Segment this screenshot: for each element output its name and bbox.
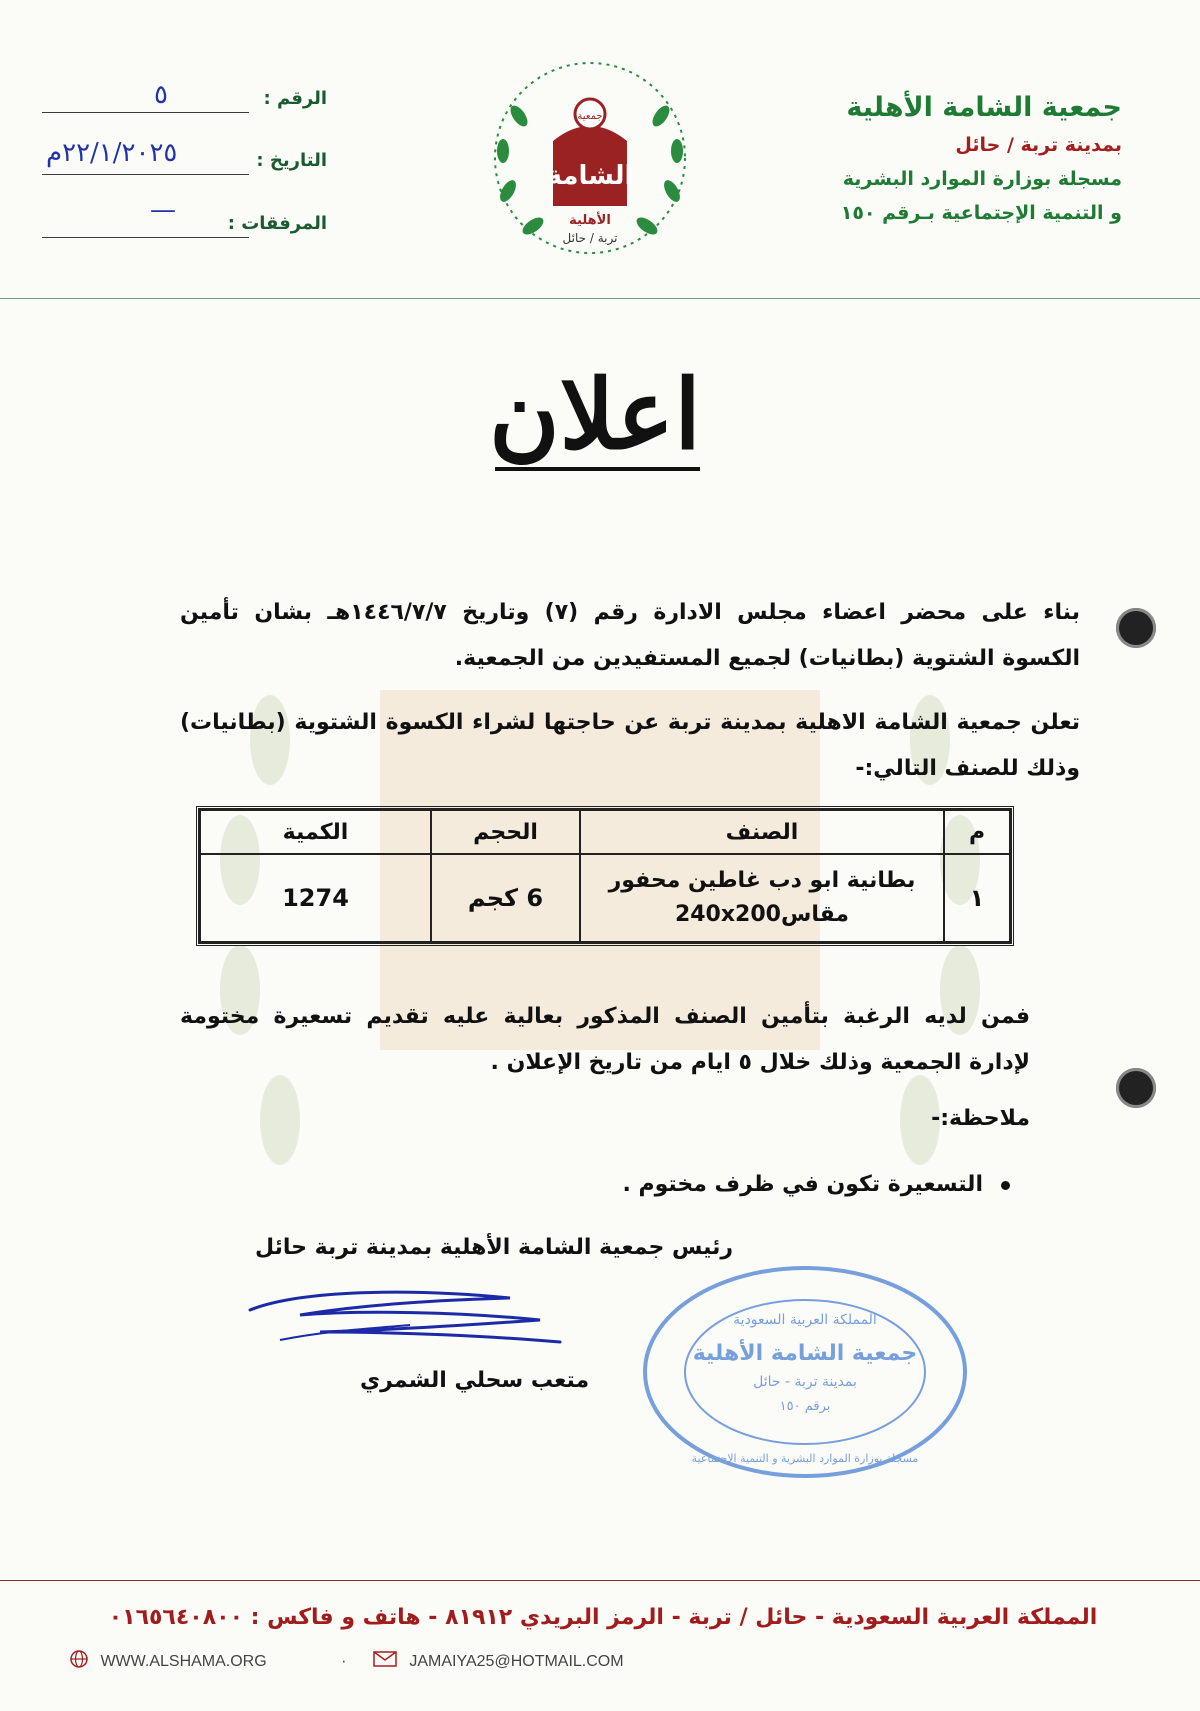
- title-underline: [495, 467, 700, 471]
- attachments-label: المرفقات :: [227, 213, 327, 234]
- logo-text-city: تربة / حائل: [562, 231, 618, 245]
- paragraph-announcement: تعلن جمعية الشامة الاهلية بمدينة تربة عن حاجتها لشراء الكسوة الشتوية (بطانيات) وذلك للصنف التالي:-: [180, 710, 1080, 781]
- footer-divider: [0, 1580, 1200, 1581]
- note-label: ملاحظة:-: [931, 1106, 1030, 1131]
- number-label: الرقم :: [263, 88, 327, 109]
- globe-icon: [70, 1655, 92, 1672]
- attachments-rule: [42, 237, 249, 238]
- date-rule: [42, 174, 249, 175]
- attachments-value: —: [150, 195, 176, 225]
- col-header-qty: الكمية: [200, 810, 431, 854]
- number-rule: [42, 112, 249, 113]
- stamp-ring-text: مسجلة بوزارة الموارد البشرية و التنمية الإجتماعية: [691, 1452, 919, 1465]
- handwritten-signature: [240, 1270, 580, 1365]
- organization-header: [792, 88, 1122, 230]
- footer-contact: WWW.ALSHAMA.ORG · JAMAIYA25@HOTMAIL.COM: [70, 1650, 624, 1673]
- number-value: ٥: [154, 80, 168, 110]
- cell-qty: 1274: [200, 854, 431, 942]
- cell-item-line2: مقاس240x200: [674, 902, 850, 927]
- org-city: بمدينة تربة / حائل: [955, 134, 1122, 156]
- association-logo: [483, 56, 698, 261]
- items-table: [196, 806, 1014, 946]
- col-header-item: الصنف: [580, 810, 944, 854]
- signatory-title: رئيس جمعية الشامة الأهلية بمدينة تربة حائل: [255, 1235, 734, 1260]
- org-number: و التنمية الإجتماعية بـرقم ١٥٠: [840, 202, 1122, 224]
- footer-address: المملكة العربية السعودية - حائل / تربة - الرمز البريدي ٨١٩١٢ - هاتف و فاكس : ٠١٦٥٦٤٠٨٠٠: [108, 1605, 1098, 1630]
- stamp-line4: برقم ١٥٠: [779, 1399, 831, 1414]
- stamp-line2: جمعية الشامة الأهلية: [692, 1341, 918, 1366]
- official-stamp: [640, 1262, 970, 1482]
- header-divider: [0, 298, 1200, 299]
- stamp-line3: بمدينة تربة - حائل: [753, 1374, 857, 1390]
- website-link[interactable]: WWW.ALSHAMA.ORG: [100, 1652, 267, 1670]
- signatory-name: متعب سحلي الشمري: [360, 1368, 590, 1393]
- email-link[interactable]: JAMAIYA25@HOTMAIL.COM: [409, 1652, 624, 1670]
- punch-hole-bottom: [1116, 1068, 1156, 1108]
- note-item-text: التسعيرة تكون في ظرف مختوم .: [622, 1172, 983, 1197]
- logo-text-top: جمعية: [577, 111, 603, 122]
- org-registration: مسجلة بوزارة الموارد البشرية: [842, 168, 1122, 190]
- cell-size: 6 كجم: [431, 854, 580, 942]
- org-name: جمعية الشامة الأهلية: [846, 92, 1122, 123]
- date-field: [42, 138, 327, 190]
- date-value: ٢٢/١/٢٠٢٥م: [46, 138, 178, 168]
- email-icon: [373, 1654, 401, 1671]
- cell-item-line1: بطانية ابو دب غاطين محفور: [608, 868, 916, 893]
- table-header-row: [200, 810, 1010, 854]
- date-label: التاريخ :: [256, 150, 327, 171]
- col-header-no: م: [944, 810, 1010, 854]
- note-item: [622, 1172, 1010, 1197]
- cell-item: [580, 854, 944, 942]
- attachments-field: [42, 195, 327, 253]
- number-field: [42, 80, 327, 128]
- paragraph-reference: بناء على محضر اعضاء مجلس الادارة رقم (٧) وتاريخ ١٤٤٦/٧/٧هـ بشان تأمين الكسوة الشتوية (بطانيات) لجميع المستفيدين من الجمعية.: [180, 600, 1080, 671]
- punch-hole-top: [1116, 608, 1156, 648]
- col-header-size: الحجم: [431, 810, 580, 854]
- bullet-icon: [1001, 1181, 1010, 1190]
- paragraph-instructions: فمن لديه الرغبة بتأمين الصنف المذكور بعالية عليه تقديم تسعيرة مختومة لإدارة الجمعية وذلك خلال ٥ ايام من تاريخ الإعلان .: [180, 1004, 1030, 1075]
- logo-text-ahlia: الأهلية: [569, 213, 611, 228]
- document-title: اعلان: [489, 358, 701, 471]
- stamp-line1: المملكة العربية السعودية: [733, 1312, 877, 1328]
- cell-no: ١: [944, 854, 1010, 942]
- table-row: [200, 854, 1010, 942]
- logo-text-main: الشامة: [546, 161, 634, 191]
